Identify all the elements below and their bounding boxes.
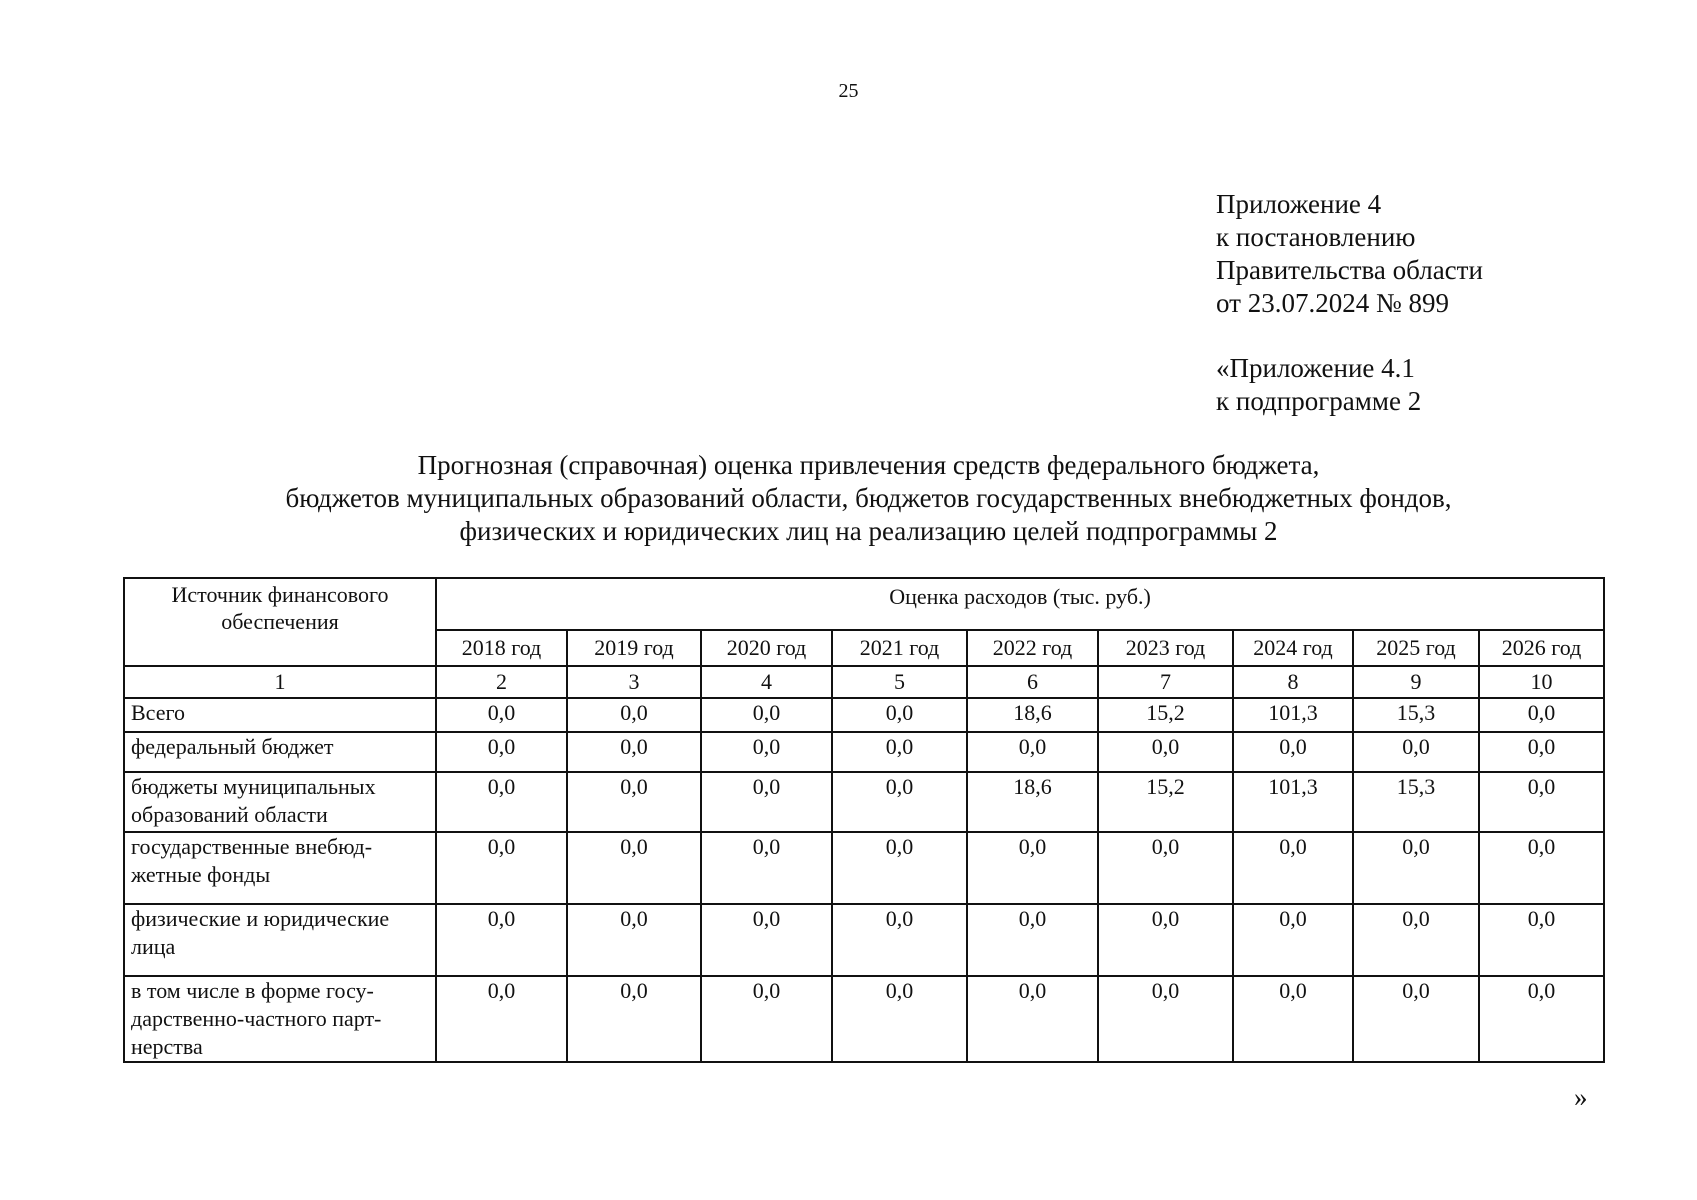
sub-appendix-reference [1216,352,1421,418]
year-header: 2022 год [967,630,1098,666]
row-label [124,772,436,832]
value-cell: 0,0 [832,832,967,904]
row-label-line: образований области [131,802,328,827]
value-cell: 0,0 [832,732,967,772]
value-cell: 15,3 [1353,772,1479,832]
row-label [124,904,436,976]
column-number: 9 [1353,666,1479,698]
value-cell: 0,0 [1479,904,1604,976]
row-label-line: нерства [131,1034,203,1059]
table-row-federal [124,732,1604,772]
row-label-line: в том числе в форме госу- [131,978,374,1003]
value-cell: 0,0 [967,732,1098,772]
appendix-reference [1216,188,1483,320]
value-cell: 0,0 [1233,976,1353,1062]
value-cell: 0,0 [1233,904,1353,976]
value-cell: 101,3 [1233,698,1353,732]
row-label: Всего [124,698,436,732]
year-header: 2026 год [1479,630,1604,666]
appendix-line: Правительства области [1216,255,1483,285]
title-line: физических и юридических лиц на реализацию целей подпрограммы 2 [459,516,1278,546]
value-cell: 0,0 [1098,832,1233,904]
value-cell: 101,3 [1233,772,1353,832]
value-cell: 0,0 [1233,732,1353,772]
value-cell: 0,0 [436,832,567,904]
appendix-line: Приложение 4 [1216,189,1382,219]
column-number: 4 [701,666,832,698]
value-cell: 0,0 [832,772,967,832]
row-label: федеральный бюджет [124,732,436,772]
value-cell: 0,0 [967,976,1098,1062]
value-cell: 0,0 [701,904,832,976]
estimate-header: Оценка расходов (тыс. руб.) [436,578,1604,630]
value-cell: 0,0 [567,732,701,772]
row-label-line: физические и юридические [131,906,390,931]
value-cell: 0,0 [967,832,1098,904]
table-row-total [124,698,1604,732]
value-cell: 18,6 [967,772,1098,832]
financing-table [123,577,1605,1063]
year-header: 2020 год [701,630,832,666]
value-cell: 0,0 [1098,732,1233,772]
value-cell: 0,0 [967,904,1098,976]
sub-appendix-line: к подпрограмме 2 [1216,386,1422,416]
value-cell: 0,0 [567,976,701,1062]
year-header: 2025 год [1353,630,1479,666]
value-cell: 0,0 [567,904,701,976]
value-cell: 0,0 [1353,832,1479,904]
row-label-line: жетные фонды [131,862,271,887]
value-cell: 0,0 [567,698,701,732]
title-line: бюджетов муниципальных образований области, бюджетов государственных внебюджетных фондов, [285,483,1452,513]
value-cell: 0,0 [436,698,567,732]
column-number: 8 [1233,666,1353,698]
table-row-persons [124,904,1604,976]
column-number: 10 [1479,666,1604,698]
value-cell: 15,3 [1353,698,1479,732]
year-header: 2023 год [1098,630,1233,666]
appendix-line: от 23.07.2024 № 899 [1216,288,1449,318]
value-cell: 0,0 [1353,732,1479,772]
table-row-municipal [124,772,1604,832]
value-cell: 0,0 [1479,732,1604,772]
row-label-line: бюджеты муниципальных [131,774,376,799]
value-cell: 15,2 [1098,772,1233,832]
column-number: 1 [124,666,436,698]
row-label [124,976,436,1062]
value-cell: 15,2 [1098,698,1233,732]
value-cell: 0,0 [701,732,832,772]
table-row-state-funds [124,832,1604,904]
value-cell: 0,0 [701,976,832,1062]
value-cell: 0,0 [1479,772,1604,832]
value-cell: 0,0 [1353,976,1479,1062]
year-header: 2024 год [1233,630,1353,666]
value-cell: 0,0 [701,832,832,904]
document-title [0,449,1697,548]
closing-quote: » [1574,1082,1588,1112]
value-cell: 0,0 [832,698,967,732]
value-cell: 0,0 [1098,976,1233,1062]
row-label-line: государственные внебюд- [131,834,373,859]
row-label-line: дарственно-частного парт- [131,1006,382,1031]
column-number: 7 [1098,666,1233,698]
page-number: 25 [838,80,859,102]
value-cell: 18,6 [967,698,1098,732]
value-cell: 0,0 [832,976,967,1062]
value-cell: 0,0 [436,772,567,832]
column-number: 2 [436,666,567,698]
value-cell: 0,0 [832,904,967,976]
year-header: 2019 год [567,630,701,666]
value-cell: 0,0 [436,976,567,1062]
value-cell: 0,0 [1233,832,1353,904]
title-line: Прогнозная (справочная) оценка привлечения средств федерального бюджета, [417,450,1320,480]
column-number-row [124,666,1604,698]
value-cell: 0,0 [1353,904,1479,976]
sub-appendix-line: «Приложение 4.1 [1216,353,1415,383]
row-label-line: лица [131,934,176,959]
value-cell: 0,0 [1479,832,1604,904]
value-cell: 0,0 [1479,976,1604,1062]
value-cell: 0,0 [701,772,832,832]
column-number: 5 [832,666,967,698]
table-row-ppp [124,976,1604,1062]
row-label [124,832,436,904]
column-number: 3 [567,666,701,698]
year-header: 2021 год [832,630,967,666]
value-cell: 0,0 [436,732,567,772]
value-cell: 0,0 [436,904,567,976]
value-cell: 0,0 [701,698,832,732]
column-number: 6 [967,666,1098,698]
appendix-line: к постановлению [1216,222,1416,252]
value-cell: 0,0 [1479,698,1604,732]
year-header: 2018 год [436,630,567,666]
value-cell: 0,0 [567,832,701,904]
value-cell: 0,0 [567,772,701,832]
value-cell: 0,0 [1098,904,1233,976]
source-header: Источник финансового обеспечения [124,578,436,666]
